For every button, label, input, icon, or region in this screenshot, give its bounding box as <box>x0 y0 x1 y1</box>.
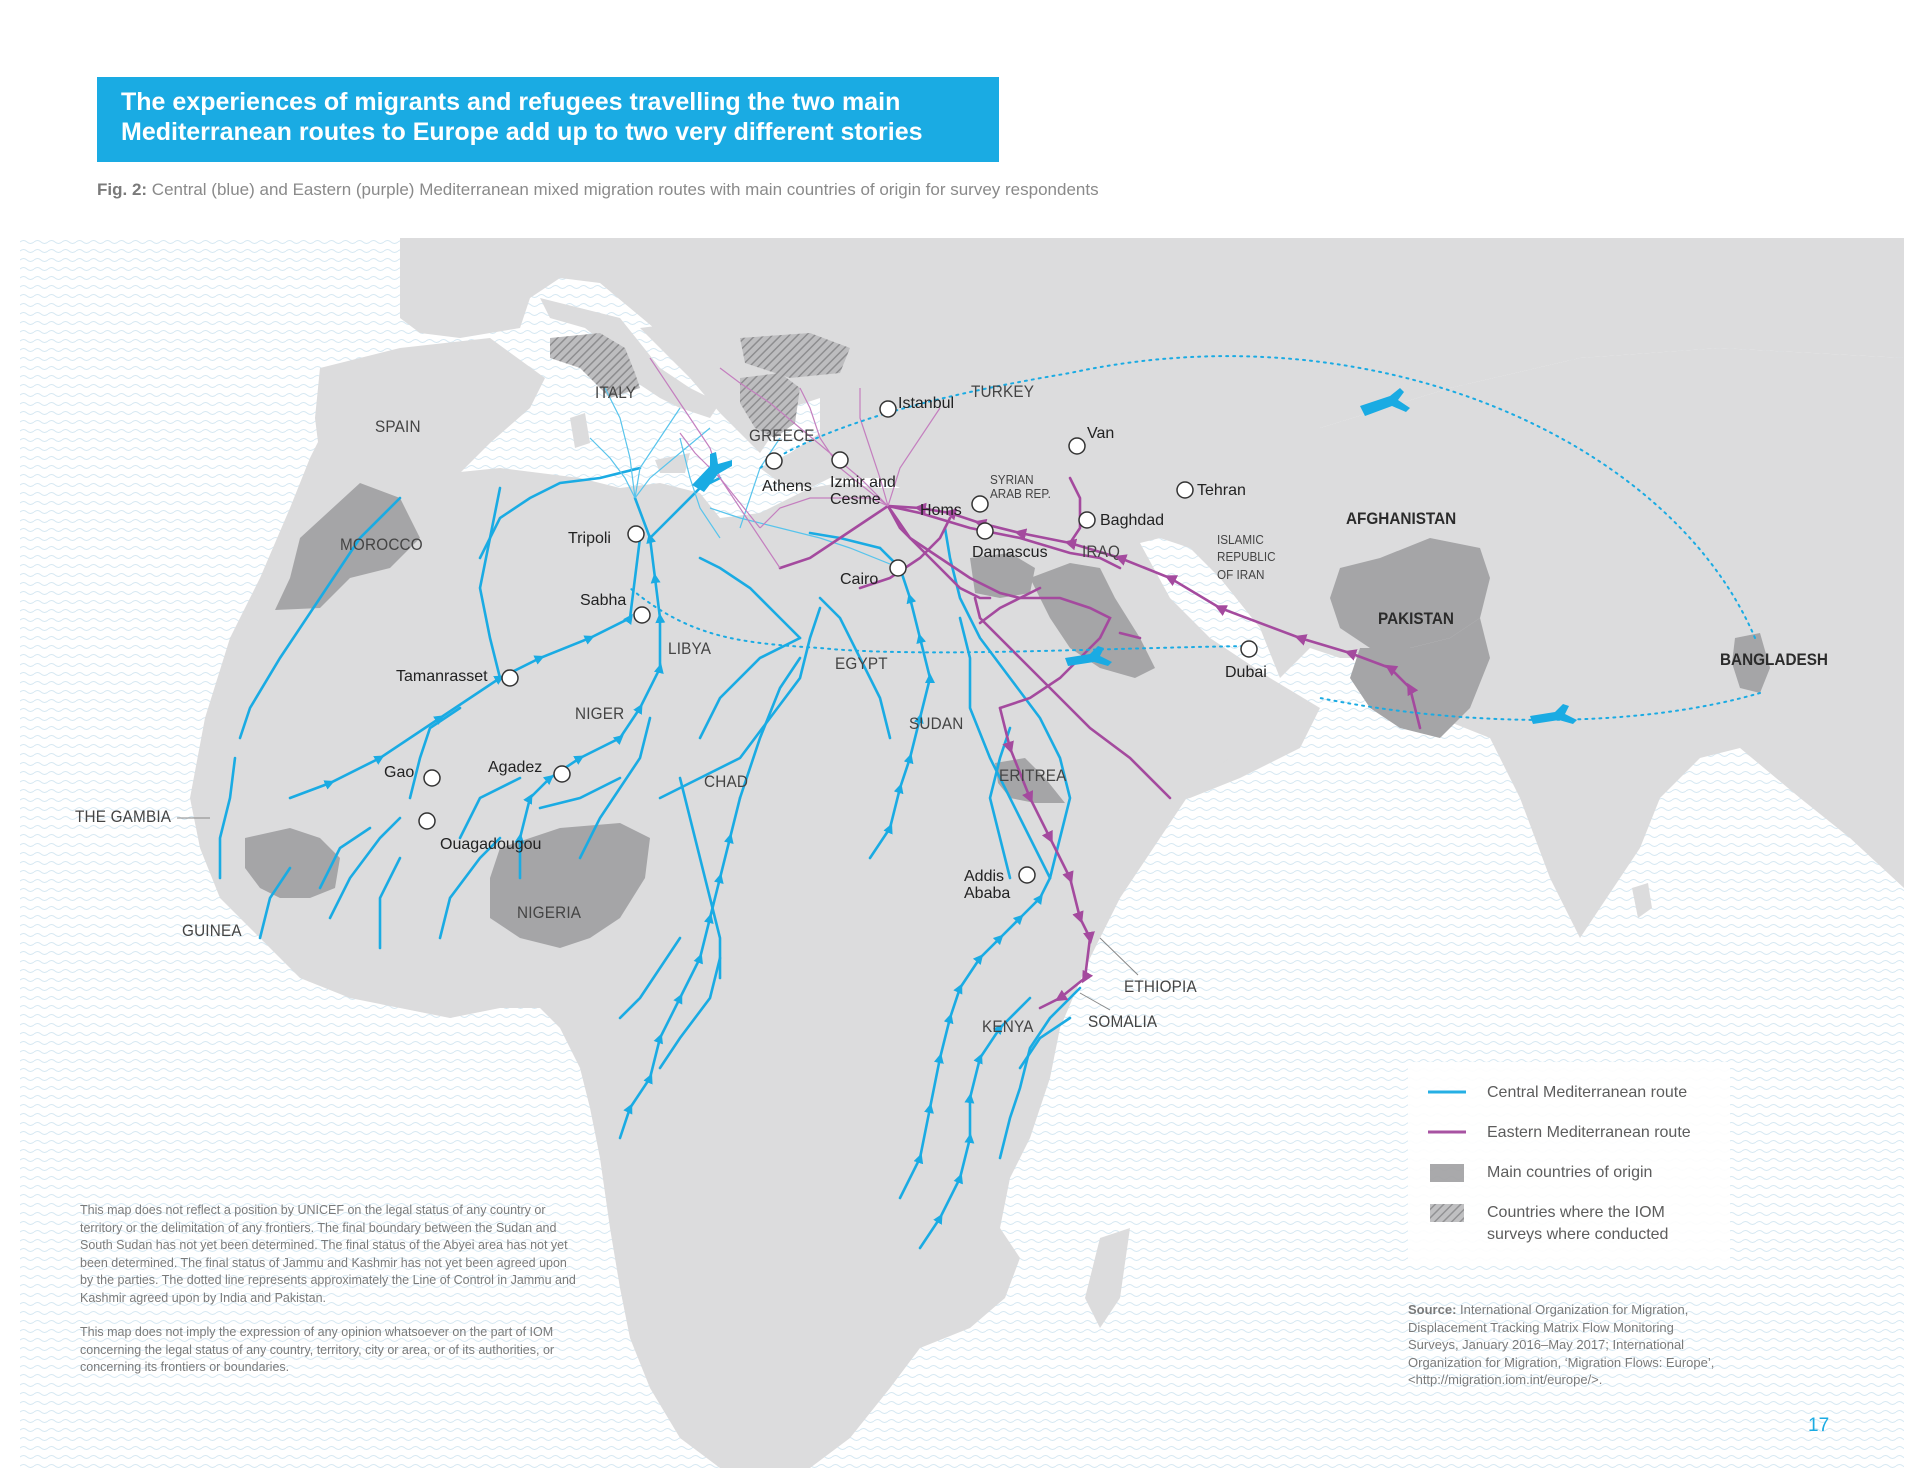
label-iran-2: REPUBLIC <box>1217 549 1276 564</box>
label-bangladesh: BANGLADESH <box>1720 650 1828 669</box>
figure-label: Fig. 2: <box>97 180 148 199</box>
label-istanbul: Istanbul <box>898 395 955 412</box>
title-line-1: The experiences of migrants and refugees travelling the two main <box>121 88 901 116</box>
legend <box>1408 1062 1730 1262</box>
city-marker-tamanrasset <box>502 670 518 686</box>
label-iran-3: OF IRAN <box>1217 567 1265 582</box>
label-addis-2: Ababa <box>964 885 1011 902</box>
label-afghanistan: AFGHANISTAN <box>1346 509 1457 528</box>
label-pakistan: PAKISTAN <box>1378 609 1454 628</box>
label-cairo: Cairo <box>840 571 879 588</box>
label-tehran: Tehran <box>1197 482 1246 499</box>
label-sabha: Sabha <box>580 592 627 609</box>
legend-eastern-label: Eastern Mediterranean route <box>1487 1124 1691 1141</box>
label-dubai: Dubai <box>1225 664 1267 681</box>
label-tamanrasset: Tamanrasset <box>396 668 488 685</box>
city-marker-homs <box>972 496 988 512</box>
figure-caption <box>97 180 1099 200</box>
title-line-2: Mediterranean routes to Europe add up to two very different stories <box>121 118 923 146</box>
source-text: International Organization for Migration, Displacement Tracking Matrix Flow Monitoring Surveys, January 2016–May 2017; International Organization for Migration, ‘Migration Flows: Europe’, <http://migration.iom.int/europe/>. <box>1408 1302 1715 1387</box>
label-baghdad: Baghdad <box>1100 512 1165 529</box>
city-marker-addis <box>1019 867 1035 883</box>
label-nigeria: NIGERIA <box>517 903 582 922</box>
city-marker-ouagadougou <box>419 813 435 829</box>
label-syria-2: ARAB REP. <box>990 486 1051 501</box>
label-guinea: GUINEA <box>182 921 242 940</box>
label-chad: CHAD <box>704 772 749 791</box>
label-eritrea: ERITREA <box>999 766 1067 785</box>
label-van: Van <box>1087 425 1115 442</box>
label-ouagadougou: Ouagadougou <box>440 836 542 853</box>
city-marker-cairo <box>890 560 906 576</box>
label-egypt: EGYPT <box>835 654 888 673</box>
city-marker-sabha <box>634 607 650 623</box>
label-italy: ITALY <box>595 383 637 402</box>
label-libya: LIBYA <box>668 639 712 658</box>
label-ethiopia: ETHIOPIA <box>1124 977 1197 996</box>
city-marker-athens <box>766 453 782 469</box>
city-marker-dubai <box>1241 641 1257 657</box>
label-morocco: MOROCCO <box>340 535 423 554</box>
legend-iom-label-1: Countries where the IOM <box>1487 1204 1665 1221</box>
label-izmir-2: Cesme <box>830 491 881 508</box>
legend-central-swatch <box>1428 1082 1466 1102</box>
city-marker-agadez <box>554 766 570 782</box>
city-marker-van <box>1069 438 1085 454</box>
label-niger: NIGER <box>575 704 625 723</box>
label-damascus: Damascus <box>972 544 1048 561</box>
label-addis-1: Addis <box>964 868 1005 885</box>
disclaimer <box>80 1202 580 1394</box>
label-spain: SPAIN <box>375 417 421 436</box>
label-the-gambia: THE GAMBIA <box>75 807 172 826</box>
label-athens: Athens <box>762 478 812 495</box>
legend-iom-swatch <box>1428 1202 1466 1224</box>
source-note <box>1408 1301 1728 1389</box>
title-banner <box>97 77 999 162</box>
label-iraq: IRAQ <box>1082 542 1121 561</box>
city-marker-gao <box>424 770 440 786</box>
label-gao: Gao <box>384 764 415 781</box>
label-izmir-1: Izmir and <box>830 474 896 491</box>
label-syria-1: SYRIAN <box>990 472 1034 487</box>
label-homs: Homs <box>920 502 962 519</box>
legend-origin-swatch <box>1428 1162 1466 1184</box>
label-sudan: SUDAN <box>909 714 964 733</box>
city-marker-istanbul <box>880 401 896 417</box>
city-marker-izmir <box>832 452 848 468</box>
label-turkey: TURKEY <box>971 382 1035 401</box>
legend-origin-label: Main countries of origin <box>1487 1164 1653 1181</box>
label-kenya: KENYA <box>982 1017 1034 1036</box>
legend-central-label: Central Mediterranean route <box>1487 1084 1688 1101</box>
disclaimer-unicef: This map does not reflect a position by UNICEF on the legal status of any country or territory or the delimitation of any frontiers. The final boundary between the Sudan and South Sudan has not yet been determined. The final status of the Abyei area has not yet been determined. The final status of Jammu and Kashmir has not yet been agreed upon by the parties. The dotted line represents approximately the Line of Control in Jammu and Kashmir agreed upon by India and Pakistan. <box>80 1203 576 1305</box>
label-iran-1: ISLAMIC <box>1217 532 1264 547</box>
city-marker-baghdad <box>1079 512 1095 528</box>
label-agadez: Agadez <box>488 759 543 776</box>
city-marker-damascus <box>977 523 993 539</box>
figure-caption-text: Central (blue) and Eastern (purple) Mediterranean mixed migration routes with main countries of origin for survey respondents <box>147 180 1099 199</box>
label-somalia: SOMALIA <box>1088 1012 1158 1031</box>
label-tripoli: Tripoli <box>568 530 611 547</box>
disclaimer-iom: This map does not imply the expression of any opinion whatsoever on the part of IOM concerning the legal status of any country, territory, city or area, or of its authorities, or concerning its frontiers or boundaries. <box>80 1325 555 1374</box>
page-number: 17 <box>1808 1415 1830 1436</box>
city-marker-tripoli <box>628 526 644 542</box>
city-marker-tehran <box>1177 482 1193 498</box>
legend-iom-label-2: surveys where conducted <box>1487 1226 1669 1243</box>
legend-eastern-swatch <box>1428 1122 1466 1142</box>
label-greece: GREECE <box>749 426 815 445</box>
source-label: Source: <box>1408 1302 1457 1317</box>
